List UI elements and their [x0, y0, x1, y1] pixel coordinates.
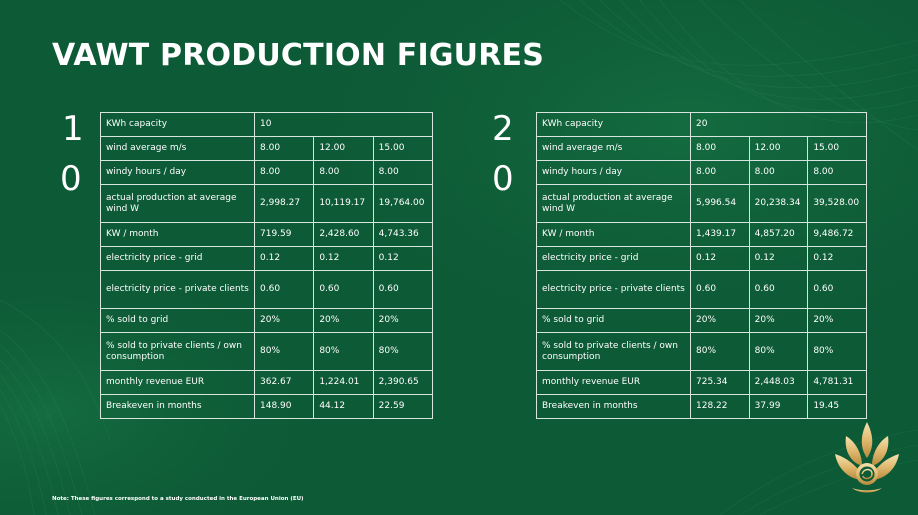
table-row	[101, 185, 433, 223]
table-row	[537, 161, 867, 185]
table-row	[101, 395, 433, 419]
right-big-digit-top: 2	[492, 109, 514, 149]
table-cell: 8.00	[691, 161, 750, 185]
table-cell: 80%	[691, 333, 750, 371]
table-cell: 4,857.20	[749, 223, 808, 247]
table-row	[101, 161, 433, 185]
table-row	[537, 223, 867, 247]
table-cell: 15.00	[808, 137, 867, 161]
row-label: electricity price - grid	[537, 247, 691, 271]
table-cell: 4,743.36	[373, 223, 432, 247]
table-row	[101, 137, 433, 161]
table-cell: 20	[691, 113, 867, 137]
table-cell: 20%	[691, 309, 750, 333]
table-cell: 20,238.34	[749, 185, 808, 223]
table-cell: 2,390.65	[373, 371, 432, 395]
table-cell: 80%	[255, 333, 314, 371]
table-cell: 1,439.17	[691, 223, 750, 247]
table-cell: 0.60	[749, 271, 808, 309]
table-cell: 128.22	[691, 395, 750, 419]
table-cell: 12.00	[314, 137, 373, 161]
row-label: KW / month	[537, 223, 691, 247]
table-cell: 1,224.01	[314, 371, 373, 395]
table-row	[537, 113, 867, 137]
table-cell: 2,448.03	[749, 371, 808, 395]
table-cell: 0.12	[255, 247, 314, 271]
table-row	[537, 247, 867, 271]
table-cell: 80%	[314, 333, 373, 371]
table-row	[101, 247, 433, 271]
right-production-table	[536, 112, 867, 419]
table-cell: 20%	[314, 309, 373, 333]
table-cell: 2,428.60	[314, 223, 373, 247]
row-label: KWh capacity	[101, 113, 255, 137]
row-label: Breakeven in months	[101, 395, 255, 419]
row-label: KWh capacity	[537, 113, 691, 137]
table-cell: 8.00	[255, 137, 314, 161]
row-label: actual production at average wind W	[101, 185, 255, 223]
table-cell: 8.00	[749, 161, 808, 185]
table-cell: 8.00	[373, 161, 432, 185]
table-cell: 80%	[808, 333, 867, 371]
table-cell: 20%	[749, 309, 808, 333]
table-cell: 19.45	[808, 395, 867, 419]
left-big-digit-bottom: 0	[60, 159, 82, 199]
table-cell: 0.12	[314, 247, 373, 271]
table-cell: 37.99	[749, 395, 808, 419]
table-row	[101, 333, 433, 371]
row-label: actual production at average wind W	[537, 185, 691, 223]
row-label: % sold to grid	[101, 309, 255, 333]
table-cell: 148.90	[255, 395, 314, 419]
table-cell: 9,486.72	[808, 223, 867, 247]
table-cell: 8.00	[808, 161, 867, 185]
table-cell: 0.12	[373, 247, 432, 271]
table-cell: 20%	[373, 309, 432, 333]
table-cell: 8.00	[691, 137, 750, 161]
table-cell: 20%	[255, 309, 314, 333]
table-cell: 2,998.27	[255, 185, 314, 223]
row-label: windy hours / day	[537, 161, 691, 185]
table-row	[537, 309, 867, 333]
table-row	[537, 185, 867, 223]
right-big-digit-bottom: 0	[492, 159, 514, 199]
row-label: wind average m/s	[101, 137, 255, 161]
footnote: Note: These figures correspond to a study conducted in the European Union (EU)	[52, 496, 304, 502]
table-cell: 725.34	[691, 371, 750, 395]
left-production-table	[100, 112, 433, 419]
table-cell: 5,996.54	[691, 185, 750, 223]
table-row	[101, 223, 433, 247]
row-label: monthly revenue EUR	[537, 371, 691, 395]
table-cell: 39,528.00	[808, 185, 867, 223]
table-cell: 362.67	[255, 371, 314, 395]
table-row	[537, 371, 867, 395]
table-cell: 80%	[373, 333, 432, 371]
table-cell: 10,119.17	[314, 185, 373, 223]
table-cell: 0.60	[691, 271, 750, 309]
row-label: windy hours / day	[101, 161, 255, 185]
table-cell: 19,764.00	[373, 185, 432, 223]
row-label: electricity price - grid	[101, 247, 255, 271]
table-row	[537, 395, 867, 419]
table-cell: 0.60	[255, 271, 314, 309]
table-cell: 0.12	[691, 247, 750, 271]
table-row	[537, 137, 867, 161]
gold-leaf-emblem-icon	[832, 418, 902, 496]
table-row	[537, 271, 867, 309]
table-cell: 8.00	[314, 161, 373, 185]
left-big-digit-top: 1	[62, 109, 84, 149]
table-cell: 15.00	[373, 137, 432, 161]
row-label: wind average m/s	[537, 137, 691, 161]
table-cell: 0.12	[749, 247, 808, 271]
row-label: % sold to private clients / own consumption	[101, 333, 255, 371]
row-label: KW / month	[101, 223, 255, 247]
table-cell: 12.00	[749, 137, 808, 161]
table-cell: 8.00	[255, 161, 314, 185]
page-title: VAWT PRODUCTION FIGURES	[52, 38, 545, 73]
table-cell: 0.60	[314, 271, 373, 309]
table-row	[101, 113, 433, 137]
table-cell: 20%	[808, 309, 867, 333]
table-cell: 719.59	[255, 223, 314, 247]
row-label: % sold to private clients / own consumption	[537, 333, 691, 371]
table-row	[537, 333, 867, 371]
table-cell: 0.60	[373, 271, 432, 309]
table-cell: 10	[255, 113, 433, 137]
table-row	[101, 271, 433, 309]
table-cell: 4,781.31	[808, 371, 867, 395]
table-cell: 44.12	[314, 395, 373, 419]
row-label: Breakeven in months	[537, 395, 691, 419]
row-label: % sold to grid	[537, 309, 691, 333]
table-cell: 0.12	[808, 247, 867, 271]
table-cell: 0.60	[808, 271, 867, 309]
row-label: monthly revenue EUR	[101, 371, 255, 395]
table-cell: 80%	[749, 333, 808, 371]
table-row	[101, 309, 433, 333]
row-label: electricity price - private clients	[537, 271, 691, 309]
row-label: electricity price - private clients	[101, 271, 255, 309]
table-cell: 22.59	[373, 395, 432, 419]
table-row	[101, 371, 433, 395]
